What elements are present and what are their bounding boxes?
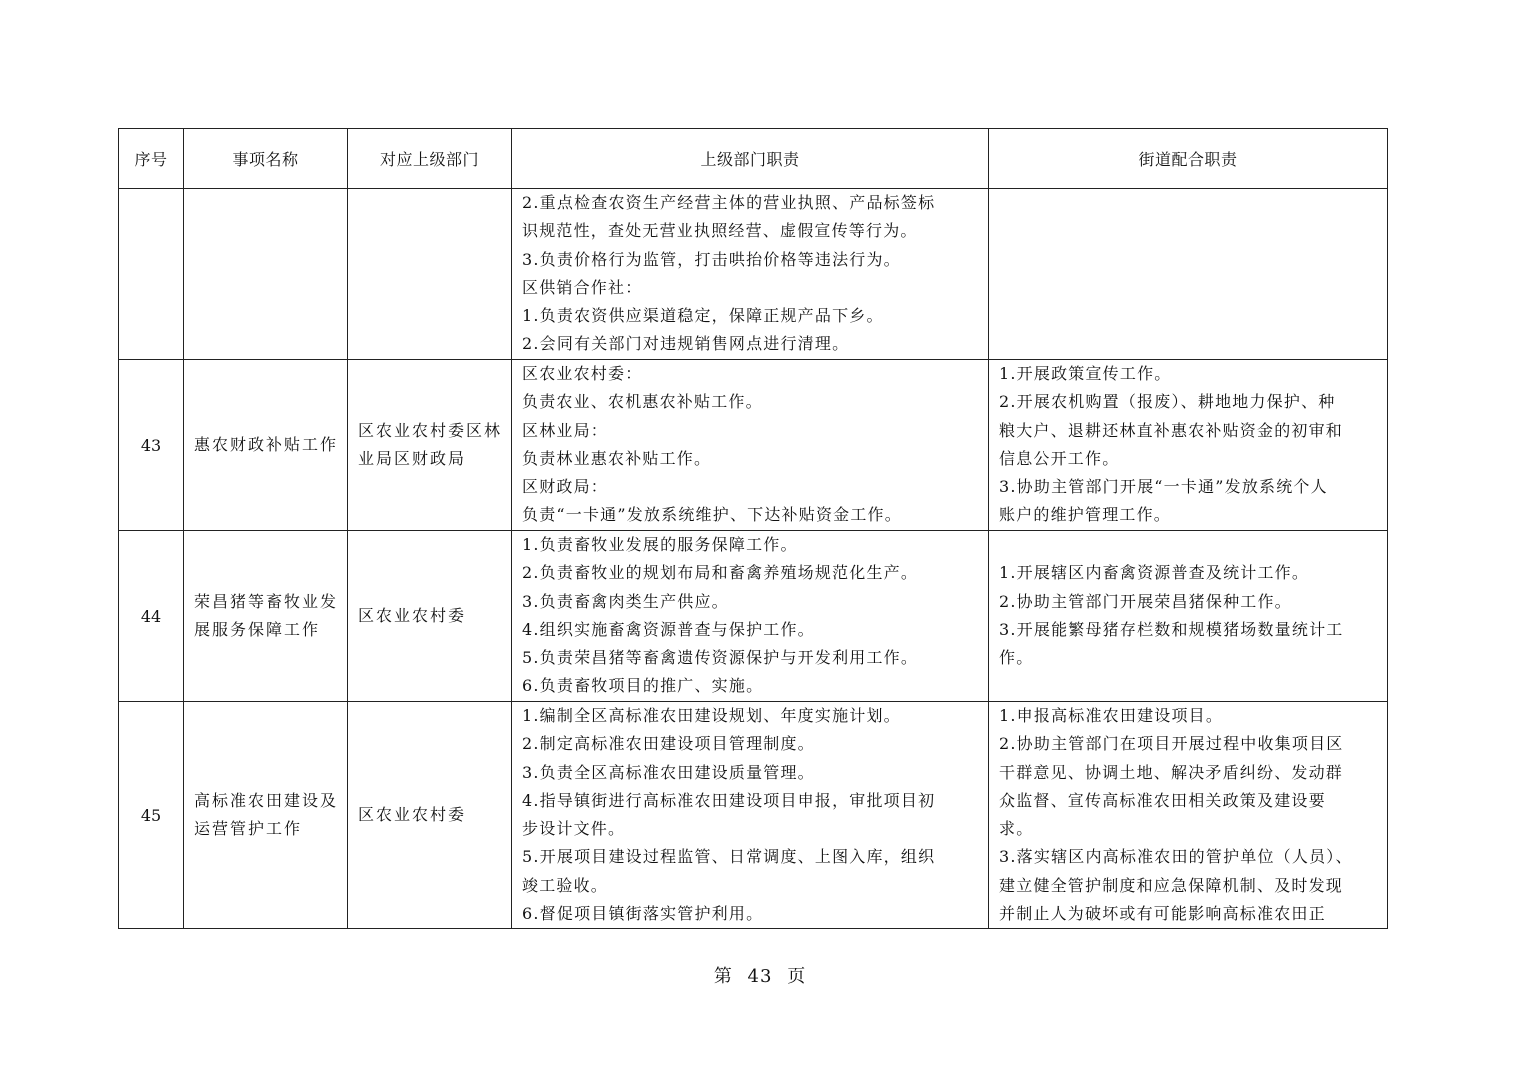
footer-prefix: 第 (713, 966, 733, 987)
table-row (119, 702, 1388, 929)
header-upper-duties: 上级部门职责 (512, 129, 989, 189)
cell-street-duties (989, 360, 1388, 531)
cell-street-duties-line: 3.协助主管部门开展“一卡通”发放系统个人 (999, 477, 1328, 497)
cell-upper-duties-line: 2.重点检查农资生产经营主体的营业执照、产品标签标 (522, 193, 936, 212)
cell-street-duties-line: 2.协助主管部门在项目开展过程中收集项目区 (999, 734, 1344, 754)
cell-street-duties-line: 求。 (999, 819, 1034, 839)
cell-upper-duties-line: 竣工验收。 (522, 875, 609, 895)
cell-item-name-line: 发展服务保障工 (194, 592, 339, 639)
cell-street-duties-line: 并制止人为破坏或有可能影响高标准农田正 (999, 904, 1326, 924)
footer-suffix: 页 (787, 966, 807, 987)
cell-upper-duties-line: 4.指导镇街进行高标准农田建设项目申报，审批项目初 (522, 790, 936, 810)
cell-upper-duties-line: 2.制定高标准农田建设项目管理制度。 (522, 734, 815, 754)
cell-upper-duties-line: 2.会同有关部门对违规销售网点进行清理。 (522, 334, 850, 354)
table-row (119, 189, 1388, 360)
cell-street-duties-line: 3.开展能繁母猪存栏数和规模猪场数量统计工 (999, 620, 1344, 639)
cell-serial: 45 (119, 702, 184, 929)
header-item-name: 事项名称 (184, 129, 348, 189)
cell-item-name-line: 惠农财政补贴工 (194, 435, 321, 454)
cell-upper-duties-line: 区供销合作社： (522, 277, 643, 297)
table-row (119, 531, 1388, 702)
header-street-duties: 街道配合职责 (989, 129, 1388, 189)
cell-item-name-line: 作 (302, 620, 321, 639)
cell-item-name (184, 531, 348, 702)
cell-street-duties-line: 1.申报高标准农田建设项目。 (999, 706, 1224, 725)
cell-item-name-line: 及运营管护工作 (194, 791, 339, 839)
cell-upper-duties-line: 5.开展项目建设过程监管、日常调度、上图入库，组织 (522, 847, 936, 867)
cell-upper-duties-line: 3.负责畜禽肉类生产供应。 (522, 591, 729, 611)
cell-upper-duties (512, 189, 989, 360)
table-row (119, 360, 1388, 531)
cell-upper-duties-line: 1.编制全区高标准农田建设规划、年度实施计划。 (522, 706, 901, 725)
cell-street-duties-line: 粮大户、退耕还林直补惠农补贴资金的初审和 (999, 420, 1344, 440)
cell-street-duties-line: 1.开展政策宣传工作。 (999, 364, 1172, 383)
cell-upper-duties (512, 360, 989, 531)
cell-upper-duties-line: 区财政局： (522, 477, 609, 497)
header-upper-dept: 对应上级部门 (348, 129, 512, 189)
cell-item-name-line: 作 (320, 435, 339, 454)
cell-upper-dept-line: 区农业农村委 (358, 606, 467, 625)
header-serial: 序号 (119, 129, 184, 189)
duty-table (118, 128, 1388, 929)
cell-upper-duties (512, 702, 989, 929)
cell-upper-duties-line: 3.负责全区高标准农田建设质量管理。 (522, 762, 815, 782)
cell-street-duties-line: 作。 (999, 648, 1034, 668)
cell-street-duties-line: 2.协助主管部门开展荣昌猪保种工作。 (999, 591, 1292, 611)
cell-upper-duties-line: 区农业农村委： (522, 364, 643, 383)
cell-upper-dept-line: 区财政局 (394, 449, 467, 468)
cell-upper-duties-line: 负责林业惠农补贴工作。 (522, 448, 712, 468)
cell-upper-dept-line: 区林业局 (358, 421, 503, 468)
cell-street-duties-line: 3.落实辖区内高标准农田的管护单位（人员）、 (999, 847, 1353, 867)
cell-upper-duties-line: 6.负责畜牧项目的推广、实施。 (522, 676, 764, 696)
cell-street-duties (989, 531, 1388, 702)
cell-upper-duties-line: 步设计文件。 (522, 819, 626, 839)
cell-upper-duties-line: 3.负责价格行为监管，打击哄抬价格等违法行为。 (522, 249, 901, 269)
cell-upper-duties-line: 4.组织实施畜禽资源普查与保护工作。 (522, 619, 815, 639)
cell-serial (119, 189, 184, 360)
cell-street-duties-line: 众监督、宣传高标准农田相关政策及建设要 (999, 790, 1326, 810)
cell-upper-duties (512, 531, 989, 702)
cell-street-duties (989, 702, 1388, 929)
cell-upper-duties-line: 负责“一卡通”发放系统维护、下达补贴资金工作。 (522, 505, 902, 525)
cell-item-name (184, 702, 348, 929)
cell-upper-dept (348, 189, 512, 360)
cell-upper-duties-line: 1.负责农资供应渠道稳定，保障正规产品下乡。 (522, 306, 884, 326)
cell-upper-duties-line: 区林业局： (522, 420, 609, 440)
cell-upper-duties-line: 5.负责荣昌猪等畜禽遗传资源保护与开发利用工作。 (522, 648, 919, 668)
header-row (119, 129, 1388, 189)
cell-street-duties-line: 账户的维护管理工作。 (999, 505, 1172, 525)
cell-upper-dept (348, 360, 512, 531)
cell-upper-duties-line: 2.负责畜牧业的规划布局和畜禽养殖场规范化生产。 (522, 563, 919, 583)
cell-upper-dept-line: 区农业农村委 (358, 421, 467, 440)
cell-upper-dept (348, 702, 512, 929)
cell-street-duties-line: 2.开展农机购置（报废）、耕地地力保护、种 (999, 392, 1336, 412)
cell-upper-duties-line: 识规范性，查处无营业执照经营、虚假宣传等行为。 (522, 221, 918, 241)
cell-item-name-line: 荣昌猪等畜牧业 (194, 592, 321, 611)
cell-street-duties (989, 189, 1388, 360)
cell-street-duties-line: 干群意见、协调土地、解决矛盾纠纷、发动群 (999, 762, 1344, 782)
cell-serial: 43 (119, 360, 184, 531)
cell-item-name (184, 189, 348, 360)
cell-upper-dept-line: 区农业农村委 (358, 805, 467, 825)
cell-street-duties-line: 建立健全管护制度和应急保障机制、及时发现 (999, 875, 1344, 895)
cell-upper-dept (348, 531, 512, 702)
cell-item-name (184, 360, 348, 531)
cell-upper-duties-line: 1.负责畜牧业发展的服务保障工作。 (522, 535, 798, 554)
cell-upper-duties-line: 负责农业、农机惠农补贴工作。 (522, 392, 763, 412)
page-footer (0, 962, 1520, 988)
cell-street-duties-line: 信息公开工作。 (999, 448, 1120, 468)
cell-item-name-line: 高标准农田建设 (194, 791, 321, 811)
page-number: 43 (747, 966, 773, 987)
cell-serial: 44 (119, 531, 184, 702)
cell-upper-duties-line: 6.督促项目镇街落实管护利用。 (522, 904, 764, 924)
cell-street-duties-line: 1.开展辖区内畜禽资源普查及统计工作。 (999, 563, 1310, 583)
